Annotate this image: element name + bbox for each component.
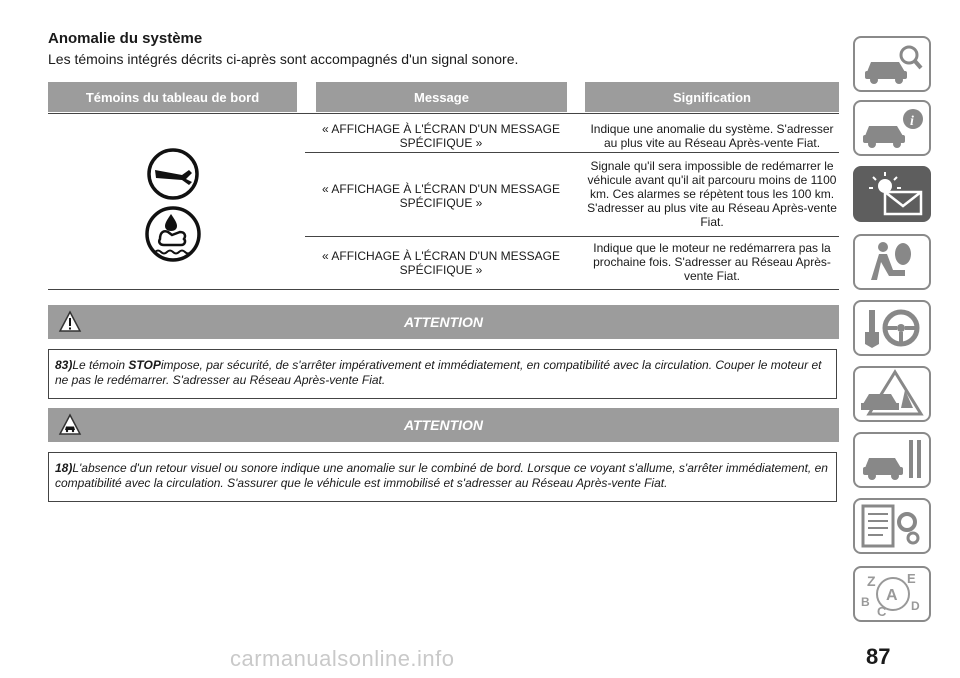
svg-text:D: D [911,599,920,613]
tab-car-tools[interactable] [853,432,931,488]
tab-warning-lights[interactable] [853,166,931,222]
note-number: 18) [55,461,73,475]
column-header-message: Message [316,82,567,112]
warning-title: ATTENTION [403,417,484,433]
wrench-icon [140,148,206,200]
tab-car-search[interactable] [853,36,931,92]
table-top-rule [48,113,839,114]
tab-steering-key[interactable] [853,300,931,356]
airbag-person-icon [855,236,929,288]
steering-key-icon [855,302,929,354]
page-title: Anomalie du système [48,30,203,47]
column-header-meaning: Signification [585,82,839,112]
specs-gear-icon [855,500,929,552]
tab-specs[interactable] [853,498,931,554]
car-warning-icon [58,413,82,437]
svg-text:C: C [877,604,887,619]
warning-triangle-icon [58,310,82,334]
row-divider [305,152,839,153]
svg-text:i: i [910,114,914,129]
note-number: 83) [55,358,73,372]
tab-car-info[interactable] [853,100,931,156]
engine-fluid-icon [140,204,206,266]
svg-text:A: A [886,587,898,604]
page-number: 87 [866,644,891,669]
warning-header [48,408,839,442]
tab-alphabet-index[interactable] [853,566,931,622]
column-header-warning-lights: Témoins du tableau de bord [48,82,297,112]
warning-lights-icon [855,168,929,220]
svg-text:B: B [861,595,870,609]
row-divider [305,236,839,237]
car-search-icon [855,38,929,90]
message-cell: « AFFICHAGE À L'ÉCRAN D'UN MESSAGE SPÉCIFIQUE » [322,122,560,150]
meaning-cell: Signale qu'il sera impossible de redémarrer le véhicule avant qu'il ait parcouru moins de 1100 km. Ces alarmes se répètent tous les 100 km. S'adresser au plus vite au Réseau Après-vente Fiat. [587,159,837,229]
tab-car-accident[interactable] [853,366,931,422]
warning-text [48,349,837,399]
warning-text-part: L'absence d'un retour visuel ou sonore indique une anomalie sur le combiné de bord. Lorsque ce voyant s'allume, s'arrêter immédiatement, en compatibilité avec la circulation. S'assurer que le véhicule est immobilisé et s'adresser au Réseau Après-vente Fiat. [55,461,828,490]
message-cell: « AFFICHAGE À L'ÉCRAN D'UN MESSAGE SPÉCIFIQUE » [322,182,560,210]
warning-text [48,452,837,502]
warning-text-part: impose, par sécurité, de s'arrêter impérativement et immédiatement, en compatibilité avec la circulation. Couper le moteur et ne pas le redémarrer. S'adresser au Réseau Après-vente Fiat. [55,358,822,387]
meaning-cell: Indique que le moteur ne redémarrera pas la prochaine fois. S'adresser au Réseau Après-vente Fiat. [593,241,831,283]
car-info-icon [855,102,929,154]
car-accident-icon [855,368,929,420]
watermark: carmanualsonline.info [230,646,455,671]
warning-title: ATTENTION [403,314,484,330]
intro-text: Les témoins intégrés décrits ci-après sont accompagnés d'un signal sonore. [48,51,519,67]
car-tools-icon [855,434,929,486]
alphabet-index-icon [855,568,929,620]
meaning-cell: Indique une anomalie du système. S'adresser au plus vite au Réseau Après-vente Fiat. [590,122,834,150]
table-bottom-rule [48,289,839,290]
svg-text:E: E [907,571,916,586]
stop-keyword: STOP [128,358,161,372]
message-cell: « AFFICHAGE À L'ÉCRAN D'UN MESSAGE SPÉCIFIQUE » [322,249,560,277]
tab-airbag[interactable] [853,234,931,290]
svg-text:Z: Z [867,573,876,589]
warning-text-part: Le témoin [72,358,129,372]
warning-header [48,305,839,339]
